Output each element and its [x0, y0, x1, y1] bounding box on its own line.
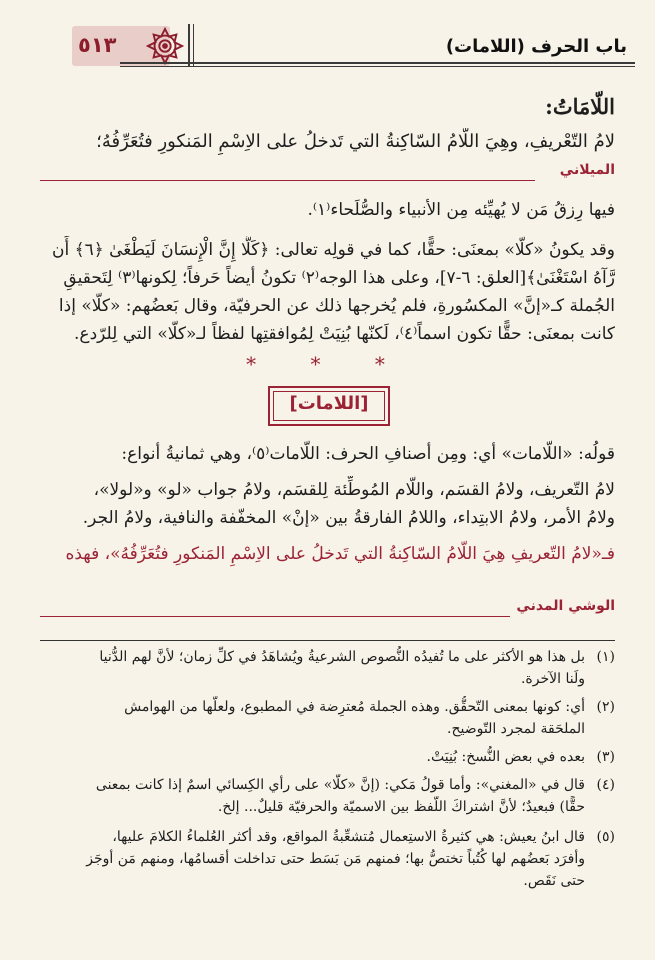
header-divider-thin	[193, 24, 194, 66]
footnote-number: (١)	[596, 649, 615, 665]
main-text-second	[40, 196, 615, 224]
main-text-first	[40, 128, 615, 156]
footnote	[40, 746, 615, 768]
commentary-line: ولامُ الأمر، ولامُ الابتِداء، واللامُ الفارقةُ بين «إنْ» المخفّفة والنافية، ولامُ الجر.	[82, 508, 615, 528]
footnote-text: قال ابنُ يعيش: هي كثيرةُ الاستِعمال مُتشعِّبةُ المواقع، وقد أكثر العُلماءُ الكلامَ عليها،	[112, 829, 585, 845]
footnote	[40, 826, 615, 892]
main-text-line: لامُ التّعْريفِ، وهِيَ اللّامُ السّاكِنةُ التي تَدخلُ على الاِسْمِ المَنكورِ فتُعَرِّفُهُ؛	[96, 131, 615, 152]
footnote-text: أي: كونها بمعنى التّحقُّق. وهذه الجملة مُعترِضة في المطبوع، ولعلّها من الهوامش	[124, 699, 585, 715]
section-separator-stars: * * *	[246, 352, 409, 376]
footnote	[40, 774, 615, 818]
header-divider	[188, 24, 190, 66]
header-rule-thin	[120, 66, 635, 67]
footnote-text: قال في «المغني»: وأما قولُ مَكي: (إنَّ «كلّا» على رأي الكِسائي اسمٌ إذا كانت بمعنى	[95, 777, 585, 793]
main-paragraph	[40, 236, 615, 348]
footnote-text: ولَنا الآخرة.	[520, 671, 585, 687]
footnote-separator	[40, 640, 615, 641]
paragraph-line: كانت بمعنَى: حقًّا تكون اسماً⁽٤⁾، لَكنّها بُنِيَتْ لِمُوافقتِها لفظاً لـ«كلّا» التي لِلرّدع.	[74, 324, 615, 344]
footnote-text: بعده في بعض النُّسخ: بُنِيَتْ.	[426, 749, 585, 765]
paragraph-line: الجُملة كـ«إنَّ» المكسُورةِ، فلم يُخرجها ذلك عن الحرفيّة، وقال بَعضُهم: «كلّا» إذا	[58, 296, 615, 316]
commentary-line: قولُه: «اللّامات» أي: ومِن أصنافِ الحرف: اللّامات⁽٥⁾، وهي ثمانيةُ أنواع:	[121, 444, 615, 464]
section-title: [اللامات]	[289, 393, 369, 414]
main-text-line: فيها رِزقُ مَن لا يُهيِّئه مِن الأنبياء والصُّلَحاء⁽١⁾.	[307, 200, 615, 220]
commentary-block	[40, 440, 615, 568]
commentary-quote-line: فـ«لامُ التّعريفِ هِيَ اللّامُ السّاكِنةُ التي تَدخلُ على الاِسْمِ المَنكورِ فتُعَرِّفُهُ»، فهذه	[65, 544, 615, 564]
paragraph-line: رَّآهُ اسْتَغْنَىٰ﴾[العلق: ٦-٧]، وعلى هذا الوجه⁽٢⁾ تكونُ أيضاً حَرفاً؛ لِكونها⁽٣⁾ لِتَحقيقِ	[63, 268, 615, 288]
footnote-number: (٣)	[596, 749, 615, 765]
footnote	[40, 646, 615, 690]
footnote-number: (٥)	[596, 829, 615, 845]
commentary-line: لامُ التّعريف، ولامُ القسَم، واللّام المُوطِّئة لِلقسَم، ولامُ جواب «لو» و«لولا»،	[93, 480, 615, 500]
page-header	[20, 22, 635, 76]
label-rule	[40, 180, 535, 181]
footnote-text: حتى نَقَص.	[523, 873, 585, 889]
footnote	[40, 696, 615, 740]
footnote-text: بل هذا هو الأكثر على ما تُفيدُه النُّصوص الشرعيةُ ويُشاهَدُ في كلِّ زمان؛ لأنَّ لهم الدُّنيا	[99, 649, 585, 665]
footnote-number: (٢)	[596, 699, 615, 715]
header-rule	[120, 62, 635, 64]
footnote-number: (٤)	[596, 777, 615, 793]
paragraph-line: وقد يكونُ «كلّا» بمعنَى: حقًّا، كما في قولِه تعالى: ﴿كَلَّا إِنَّ الْإِنسَانَ لَيَطْغَىٰ ﴿٦﴾ أَن	[52, 240, 615, 260]
commentator-label-wishi: الوشي المدني	[516, 598, 615, 614]
section-title-box	[268, 386, 390, 426]
section-heading: اللّامَاتُ:	[545, 94, 615, 119]
commentator-label-milani: الميلاني	[559, 162, 615, 178]
rosette-ornament-icon	[146, 27, 184, 65]
footnote-text: الملحَقة لمجرد التّوضيح.	[447, 721, 585, 737]
footnote-text: حقًّا) فبعيدٌ؛ لأنَّ اشتراكَ اللّفظ بين الاسميّة والحرفيّة قليلٌ... إلخ.	[217, 799, 585, 815]
label-rule	[40, 616, 510, 617]
footnote-text: وأفرَد بَعضُهم لها كُتُباً تختصُّ بها؛ فمنهم مَن بَسَط حتى تداخلت أقسامُها، ومنهم مَن أوجَز	[86, 851, 585, 867]
page-number: ٥١٣	[78, 33, 117, 57]
running-header-title: باب الحرف (اللامات)	[445, 36, 627, 57]
